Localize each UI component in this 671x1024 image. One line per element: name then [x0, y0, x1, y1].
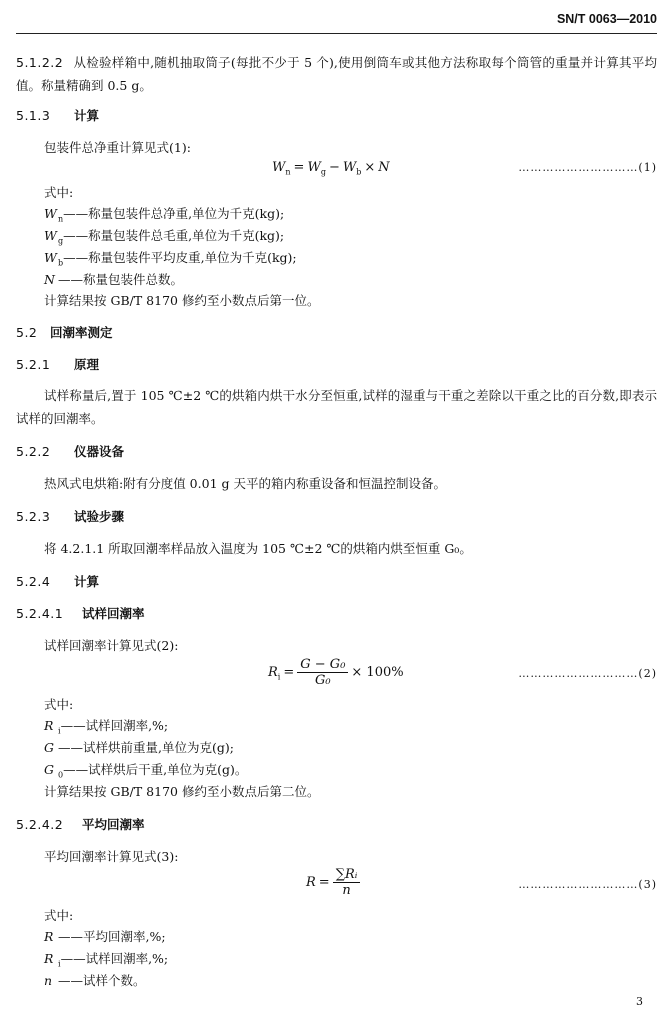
formula-3-where: 式中:	[44, 908, 74, 923]
definition-row	[44, 270, 183, 288]
symbol-subscript: i	[58, 959, 61, 969]
equation-number-3: …………………………(3)	[518, 878, 657, 891]
symbol-subscript: b	[58, 258, 64, 268]
symbol: W	[44, 250, 57, 265]
equation-number-2: …………………………(2)	[518, 667, 657, 680]
formula-2	[268, 657, 407, 688]
procedure-paragraph: 将 4.2.1.1 所取回潮率样品放入温度为 105 ℃±2 ℃的烘箱内烘至恒重 G₀。	[44, 541, 472, 556]
heading-5-2-4	[16, 572, 99, 590]
symbol: n	[44, 973, 53, 988]
standard-code: SN/T 0063—2010	[556, 12, 657, 26]
formula-2-fraction	[297, 657, 348, 688]
definition-text: ——试样回潮率,%;	[60, 718, 169, 733]
heading-5-2-4-2	[16, 815, 145, 833]
definition-row	[44, 949, 168, 969]
formula-1	[272, 160, 390, 177]
symbol: R	[44, 718, 54, 733]
symbol: G	[44, 740, 54, 755]
symbol-subscript: g	[58, 236, 64, 246]
heading-title: 试样回潮率	[82, 606, 145, 621]
heading-title: 平均回潮率	[82, 817, 145, 832]
header-rule	[16, 33, 657, 34]
formula-1-intro: 包装件总净重计算见式(1):	[44, 140, 191, 155]
definition-text: ——称量包装件总毛重,单位为千克(kg);	[63, 228, 285, 243]
formula-1-lhs: W	[272, 160, 286, 175]
symbol-subscript: i	[58, 726, 61, 736]
formula-3-fraction	[333, 867, 361, 898]
formula-1-lhs-sub: n	[285, 167, 291, 177]
heading-5-2-4-1	[16, 604, 145, 622]
heading-number: 5.2.3	[16, 509, 51, 524]
formula-2-lhs: R	[268, 665, 278, 680]
formula-1-term1: W	[307, 160, 321, 175]
equipment-paragraph: 热风式电烘箱:附有分度值 0.01 g 天平的箱内称重设备和恒温控制设备。	[44, 476, 446, 491]
symbol: W	[44, 228, 57, 243]
definition-row	[44, 716, 168, 736]
formula-1-times: ×	[364, 160, 376, 175]
heading-5-2-3	[16, 507, 124, 525]
heading-title: 计算	[74, 108, 100, 123]
heading-number: 5.2.1	[16, 357, 51, 372]
heading-number: 5.2.2	[16, 444, 51, 459]
clause-text: 从检验样箱中,随机抽取筒子(每批不少于 5 个),使用倒筒车或其他方法称取每个筒管的重量并计算其平均值。称量精确到 0.5 g。	[16, 55, 657, 93]
definition-text: ——称量包装件总净重,单位为千克(kg);	[63, 206, 285, 221]
formula-1-minus: −	[328, 160, 340, 175]
formula-2-lhs-sub: i	[277, 672, 281, 682]
symbol: N	[44, 272, 55, 287]
heading-number: 5.2.4.1	[16, 606, 64, 621]
heading-5-1-3	[16, 106, 99, 124]
heading-title: 回潮率测定	[50, 325, 113, 340]
formula-3-intro: 平均回潮率计算见式(3):	[44, 849, 179, 864]
definition-text: ——称量包装件总数。	[58, 272, 184, 287]
formula-1-where: 式中:	[44, 185, 74, 200]
heading-title: 仪器设备	[74, 444, 125, 459]
formula-2-eq: =	[283, 665, 295, 680]
symbol: G	[44, 762, 54, 777]
heading-number: 5.1.3	[16, 108, 51, 123]
formula-2-numerator: G − G₀	[297, 657, 348, 673]
formula-2-denominator: G₀	[315, 673, 331, 688]
definition-row	[44, 204, 284, 224]
formula-2-times: × 100%	[351, 665, 404, 680]
formula-2-where: 式中:	[44, 697, 74, 712]
symbol-subscript: n	[58, 214, 64, 224]
formula-1-term3: N	[378, 160, 390, 175]
symbol: W	[44, 206, 57, 221]
formula-3-lhs: R	[306, 875, 316, 890]
definition-row	[44, 226, 284, 246]
definition-text: ——试样个数。	[58, 973, 146, 988]
heading-title: 试验步骤	[74, 509, 125, 524]
formula-1-note: 计算结果按 GB/T 8170 修约至小数点后第一位。	[44, 293, 320, 308]
definition-text: ——试样烘后干重,单位为克(g)。	[63, 762, 248, 777]
formula-3	[306, 867, 360, 898]
formula-3-numerator: ∑Rᵢ	[333, 867, 361, 883]
definition-row	[44, 738, 234, 756]
clause-number: 5.1.2.2	[16, 55, 64, 70]
formula-3-eq: =	[318, 875, 330, 890]
formula-2-intro: 试样回潮率计算见式(2):	[44, 638, 179, 653]
definition-text: ——试样回潮率,%;	[60, 951, 169, 966]
definition-row	[44, 971, 146, 989]
heading-title: 原理	[74, 357, 100, 372]
definition-text: ——平均回潮率,%;	[58, 929, 166, 944]
symbol: R	[44, 951, 54, 966]
heading-5-2-1	[16, 355, 99, 373]
heading-number: 5.2.4.2	[16, 817, 64, 832]
principle-paragraph: 试样称量后,置于 105 ℃±2 ℃的烘箱内烘干水分至恒重,试样的湿重与干重之差除以干重之比的百分数,即表示试样的回潮率。	[16, 388, 657, 426]
heading-number: 5.2.4	[16, 574, 51, 589]
symbol: R	[44, 929, 54, 944]
formula-3-denominator: n	[342, 883, 351, 898]
heading-number: 5.2	[16, 325, 38, 340]
page-number: 3	[636, 995, 643, 1008]
formula-2-note: 计算结果按 GB/T 8170 修约至小数点后第二位。	[44, 784, 320, 799]
formula-1-eq: =	[293, 160, 305, 175]
clause-5-1-2-2	[16, 51, 657, 97]
heading-5-2	[16, 323, 113, 341]
symbol-subscript: 0	[58, 770, 64, 780]
definition-row	[44, 248, 297, 268]
heading-title: 计算	[74, 574, 100, 589]
formula-1-term2-sub: b	[356, 167, 362, 177]
definition-row	[44, 760, 247, 780]
definition-text: ——试样烘前重量,单位为克(g);	[58, 740, 234, 755]
equation-number-1: …………………………(1)	[518, 161, 657, 174]
definition-row	[44, 927, 166, 945]
formula-1-term2: W	[342, 160, 357, 175]
formula-1-term1-sub: g	[320, 167, 326, 177]
heading-5-2-2	[16, 442, 124, 460]
definition-text: ——称量包装件平均皮重,单位为千克(kg);	[63, 250, 297, 265]
